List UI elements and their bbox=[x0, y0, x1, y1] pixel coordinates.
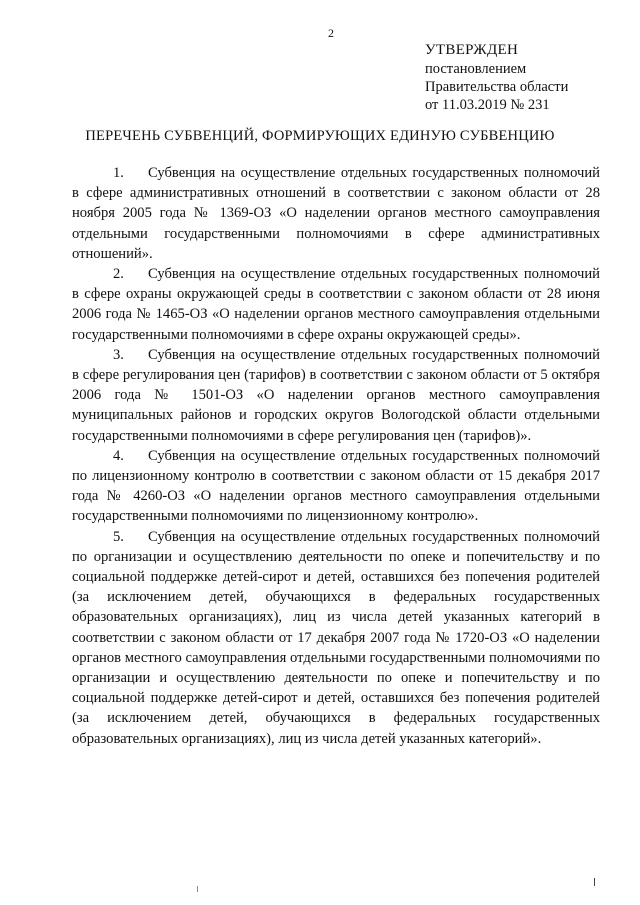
item-number: 4. bbox=[113, 447, 124, 464]
approval-line-government: Правительства области bbox=[425, 79, 569, 95]
item-number: 5. bbox=[113, 528, 124, 545]
list-item bbox=[72, 264, 600, 345]
item-text: Субвенция на осуществление отдельных государственных полномочий по организации и осуществлению деятельности по опеке и попечительству и по социальной поддержке детей-сирот и детей, оставшихся без попечения родителей (за исключением детей, обучающихся в федеральных государственных образовательных организациях), лиц из числа детей указанных категорий в соответствии с законом области от 17 декабря 2007 года № 1720-ОЗ «О наделении органов местного самоуправления отдельными государственными полномочиями по организации и осуществлению деятельности по опеке и попечительству и по социальной поддержке детей-сирот и детей, оставшихся без попечения родителей (за исключением детей, обучающихся в федеральных государственных образовательных организациях), лиц из числа детей указанных категорий». bbox=[72, 528, 600, 747]
page-number: 2 bbox=[328, 26, 334, 40]
item-text: Субвенция на осуществление отдельных государственных полномочий в сфере охраны окружающей среды в соответствии с законом области от 28 июня 2006 года № 1465-ОЗ «О наделении органов местного самоуправления отдельными государственными полномочиями в сфере охраны окружающей среды». bbox=[72, 266, 600, 343]
item-number: 2. bbox=[113, 266, 124, 283]
approval-stamp bbox=[425, 40, 625, 114]
item-number: 1. bbox=[113, 165, 124, 181]
approval-line-date: от 11.03.2019 № 231 bbox=[425, 97, 550, 113]
list-item bbox=[72, 527, 600, 749]
list-item bbox=[72, 345, 600, 446]
document-title: ПЕРЕЧЕНЬ СУБВЕНЦИЙ, ФОРМИРУЮЩИХ ЕДИНУЮ СУБВЕНЦИЮ bbox=[85, 128, 555, 144]
approval-title: УТВЕРЖДЕН bbox=[425, 42, 519, 58]
list-item bbox=[72, 446, 600, 527]
item-text: Субвенция на осуществление отдельных государственных полномочий по лицензионному контролю в соответствии с законом области от 15 декабря 2017 года № 4260-ОЗ «О наделении органов местного самоуправления отдельными государственными полномочиями по лицензионному контролю». bbox=[72, 447, 600, 525]
scan-artifact bbox=[594, 878, 595, 886]
approval-line-resolution: постановлением bbox=[425, 61, 527, 77]
scan-artifact bbox=[197, 886, 198, 892]
item-number: 3. bbox=[113, 346, 124, 363]
item-text: Субвенция на осуществление отдельных государственных полномочий в сфере регулирования цен (тарифов) в соответствии с законом области от 5 октября 2006 года № 1501-ОЗ «О наделении органов местного самоуправления муниципальных районов и городских округов Вологодской области отдельными государственными полномочиями в сфере регулирования цен (тарифов)». bbox=[72, 346, 600, 444]
subvention-list bbox=[72, 163, 600, 749]
item-text: Субвенция на осуществление отдельных государственных полномочий в сфере административных отношений в соответствии с законом области от 28 ноября 2005 года № 1369-ОЗ «О наделении органов местного самоуправления отдельными государственными полномочиями в сфере административных отношений». bbox=[72, 165, 600, 262]
list-item bbox=[72, 163, 600, 264]
